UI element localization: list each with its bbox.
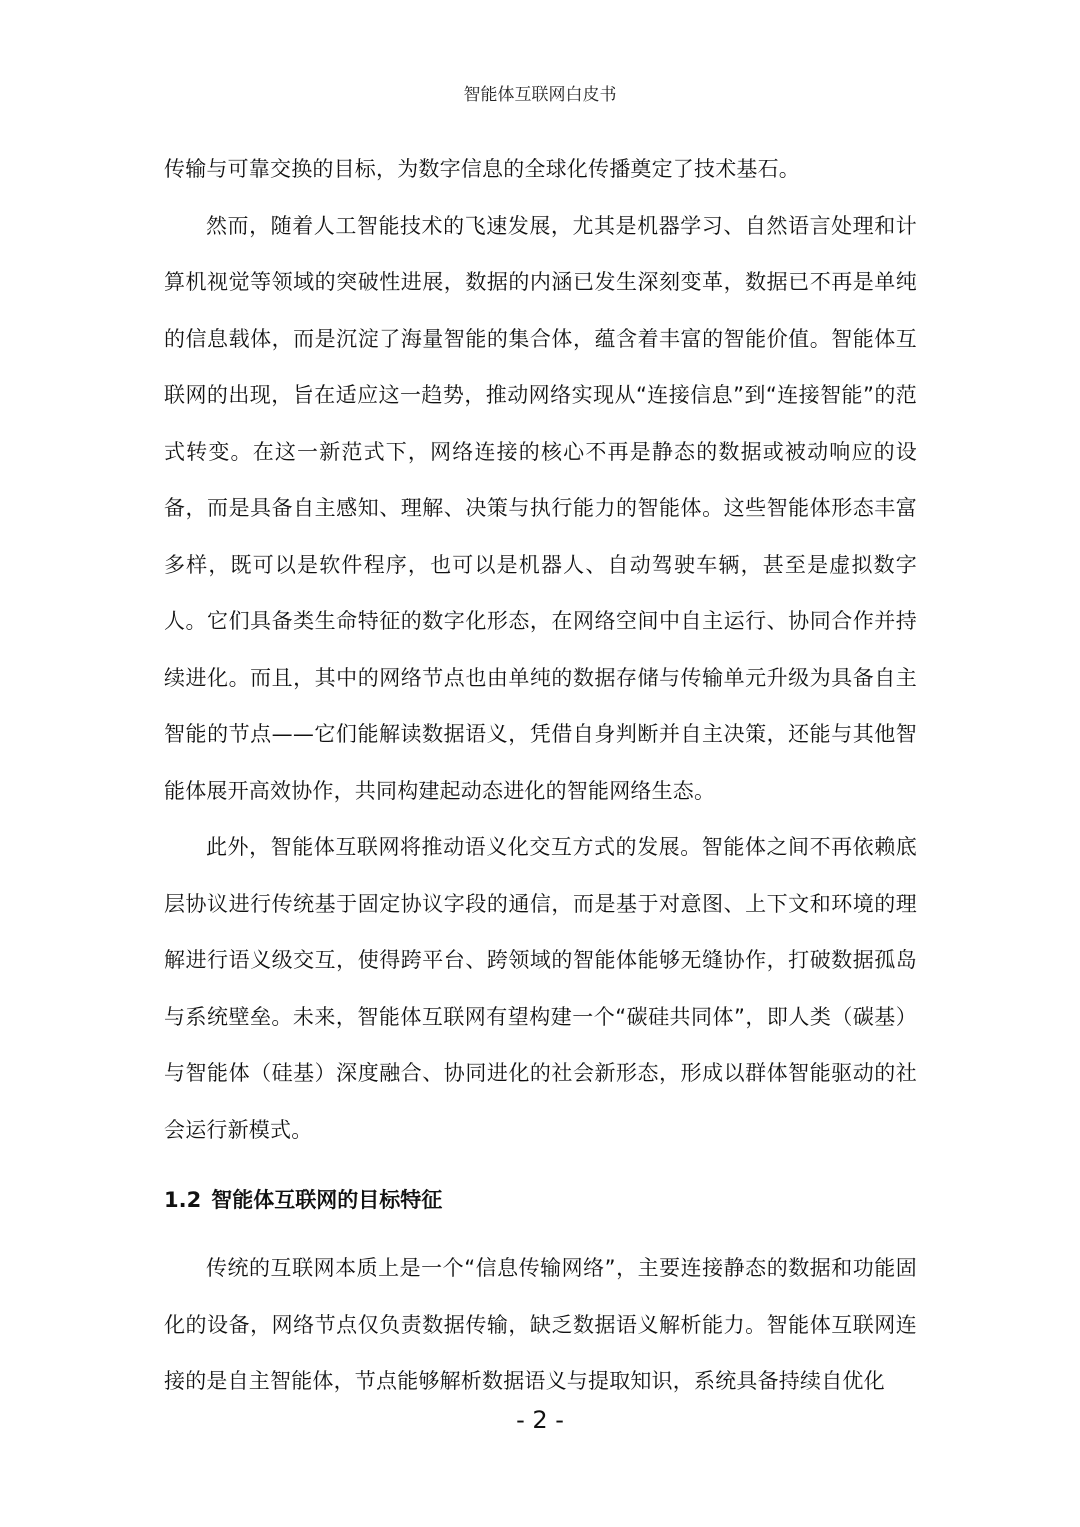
document-body [164,141,917,1410]
body-paragraph: 传输与可靠交换的目标，为数字信息的全球化传播奠定了技术基石。 [164,157,800,181]
section-heading [164,1172,917,1228]
section-title: 智能体互联网的目标特征 [211,1188,443,1212]
body-paragraph: 此外，智能体互联网将推动语义化交互方式的发展。智能体之间不再依赖底层协议进行传统基于固定协议字段的通信，而是基于对意图、上下文和环境的理解进行语义级交互，使得跨平台、跨领域的智能体能够无缝协作，打破数据孤岛与系统壁垒。未来，智能体互联网有望构建一个“碳硅共同体”，即人类（碳基）与智能体（硅基）深度融合、协同进化的社会新形态，形成以群体智能驱动的社会运行新模式。 [164,835,917,1142]
page-number: - 2 - [516,1406,564,1434]
running-header: 智能体互联网白皮书 [463,85,617,105]
body-paragraph: 传统的互联网本质上是一个“信息传输网络”，主要连接静态的数据和功能固化的设备，网络节点仅负责数据传输，缺乏数据语义解析能力。智能体互联网连接的是自主智能体，节点能够解析数据语义与提取知识，系统具备持续自优化 [164,1256,917,1393]
body-paragraph: 然而，随着人工智能技术的飞速发展，尤其是机器学习、自然语言处理和计算机视觉等领域的突破性进展，数据的内涵已发生深刻变革，数据已不再是单纯的信息载体，而是沉淀了海量智能的集合体，蕴含着丰富的智能价值。智能体互联网的出现，旨在适应这一趋势，推动网络实现从“连接信息”到“连接智能”的范式转变。在这一新范式下，网络连接的核心不再是静态的数据或被动响应的设备，而是具备自主感知、理解、决策与执行能力的智能体。这些智能体形态丰富多样，既可以是软件程序，也可以是机器人、自动驾驶车辆，甚至是虚拟数字人。它们具备类生命特征的数字化形态，在网络空间中自主运行、协同合作并持续进化。而且，其中的网络节点也由单纯的数据存储与传输单元升级为具备自主智能的节点——它们能解读数据语义，凭借自身判断并自主决策，还能与其他智能体展开高效协作，共同构建起动态进化的智能网络生态。 [164,213,917,803]
section-number: 1.2 [164,1188,202,1212]
